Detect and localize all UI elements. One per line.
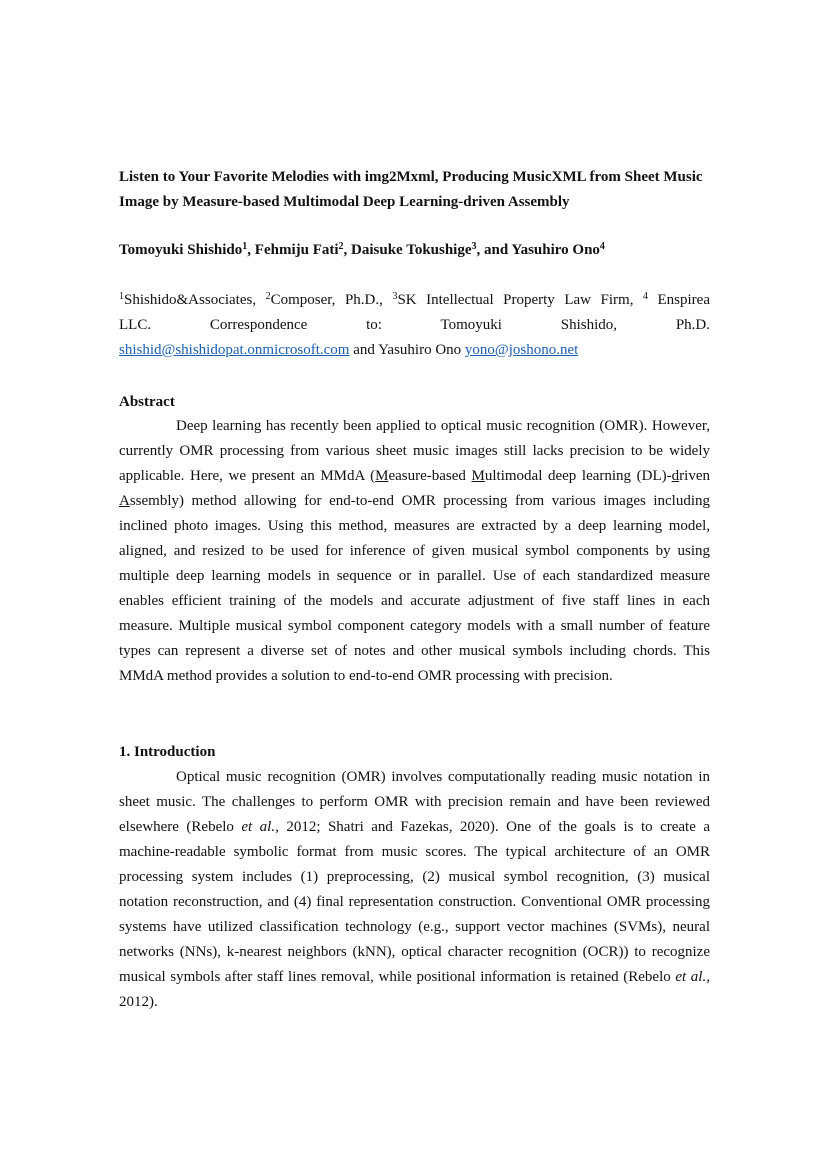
affil-sup: 3 xyxy=(392,291,398,302)
affiliation-line-1 xyxy=(119,288,710,313)
author-name: Yasuhiro Ono xyxy=(511,242,600,258)
abstract-heading: Abstract xyxy=(119,394,175,410)
affil-text: SK Intellectual Property Law Firm, xyxy=(397,292,643,308)
author-sup: 1 xyxy=(242,241,248,252)
author-sup: 2 xyxy=(338,241,344,252)
author-sep: , xyxy=(247,242,255,258)
affil-text: Enspirea xyxy=(647,292,710,308)
affil-sup: 1 xyxy=(119,291,124,302)
affil-text: Shishido&Associates, xyxy=(124,292,266,308)
abstract-paragraph: Deep learning has recently been applied to optical music recognition (OMR). However, currently OMR processing from various sheet music images still lacks precision to be widely applicable. Here, we present an MMdA (Measure-based Multimodal deep learning (DL)-driven Assembly) method allowing for end-to-end OMR processing from various images including inclined photo images. Using this method, measures are extracted by a deep learning model, aligned, and resized to be used for inference of given musical symbol components by using multiple deep learning models in sequence or in parallel. Use of each standardized measure enables efficient training of the models and accurate adjustment of five staff lines in each measure. Multiple musical symbol component category models with a small number of feature types can represent a diverse set of notes and other musical symbols including chords. This MMdA method provides a solution to end-to-end OMR processing with precision. xyxy=(119,418,710,684)
email-link-shishido[interactable]: shishid@shishidopat.onmicrosoft.com xyxy=(119,342,350,358)
author-sup: 3 xyxy=(471,241,477,252)
affil-text: Composer, Ph.D., xyxy=(270,292,393,308)
author-sep: , and xyxy=(476,242,512,258)
email-link-ono[interactable]: yono@joshono.net xyxy=(464,342,579,358)
affil-sup: 2 xyxy=(265,291,271,302)
introduction-body xyxy=(119,765,710,1015)
author-sep: , xyxy=(343,242,352,258)
introduction-paragraph: Optical music recognition (OMR) involves computationally reading music notation in sheet music. The challenges to perform OMR with precision remain and have been reviewed elsewhere (Rebelo et al., 2012; Shatri and Fazekas, 2020). One of the goals is to create a machine-readable symbolic format from music scores. The typical architecture of an OMR processing system includes (1) preprocessing, (2) musical symbol recognition, (3) musical notation reconstruction, and (4) final representation construction. Conventional OMR processing systems have utilized classification technology (e.g., support vector machines (SVMs), neural networks (NNs), k-nearest neighbors (kNN), optical character recognition (OCR)) to recognize musical symbols after staff lines removal, while positional information is retained (Rebelo et al., 2012). xyxy=(119,769,710,1010)
introduction-heading: 1. Introduction xyxy=(119,744,216,760)
paper-title: Listen to Your Favorite Melodies with img2Mxml, Producing MusicXML from Sheet Music Image by Measure-based Multimodal Deep Learning-driven Assembly xyxy=(119,169,703,210)
author-name: Tomoyuki Shishido xyxy=(119,242,243,258)
affil-text: and Yasuhiro Ono xyxy=(349,342,465,358)
affil-sup: 4 xyxy=(642,291,648,302)
affiliation-line-2: LLC. Correspondence to: Tomoyuki Shishido, Ph.D. xyxy=(119,317,710,333)
author-sup: 4 xyxy=(599,241,605,252)
author-list xyxy=(119,238,710,263)
author-name: Daisuke Tokushige xyxy=(351,242,472,258)
affiliation-line-3 xyxy=(119,342,578,358)
affiliations xyxy=(119,288,710,363)
abstract-body xyxy=(119,414,710,689)
author-name: Fehmiju Fati xyxy=(254,242,339,258)
